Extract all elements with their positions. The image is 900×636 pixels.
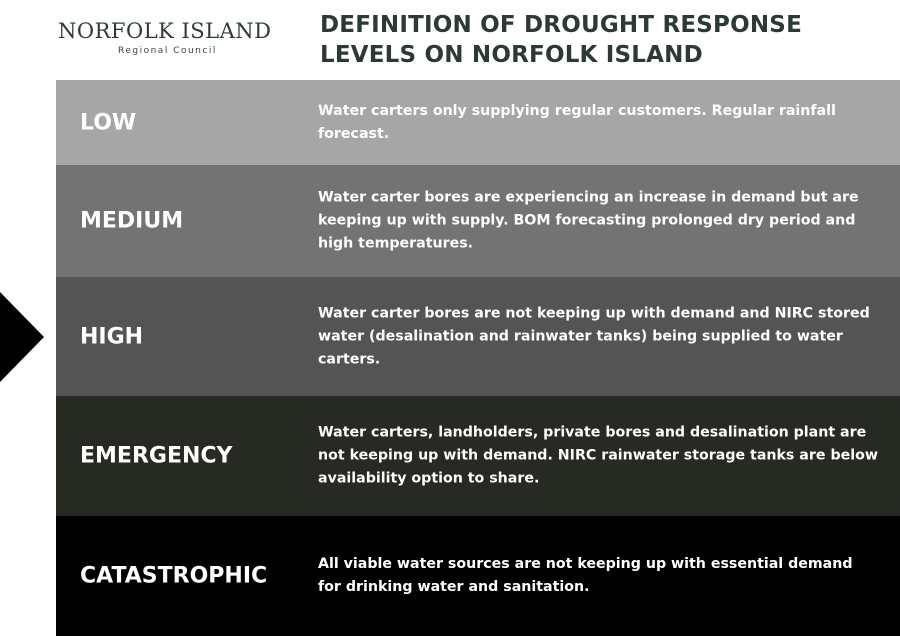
level-description: Water carters only supplying regular customers. Regular rainfall forecast. bbox=[318, 102, 836, 142]
council-logo bbox=[58, 18, 278, 57]
level-row-high bbox=[56, 277, 900, 396]
arrow-right-icon bbox=[0, 292, 44, 382]
level-row-emergency bbox=[56, 396, 900, 516]
page-title: DEFINITION OF DROUGHT RESPONSE LEVELS ON NORFOLK ISLAND bbox=[320, 12, 802, 68]
level-description: All viable water sources are not keeping up with essential demand for drinking water and sanitation. bbox=[318, 556, 853, 595]
level-name: HIGH bbox=[80, 324, 144, 349]
level-row-medium bbox=[56, 165, 900, 277]
logo-subtitle: Regional Council bbox=[118, 46, 217, 56]
header bbox=[0, 0, 900, 80]
level-row-low bbox=[56, 80, 900, 165]
level-name: EMERGENCY bbox=[80, 443, 233, 469]
level-name: MEDIUM bbox=[80, 208, 184, 234]
level-row-catastrophic bbox=[56, 516, 900, 636]
level-name: CATASTROPHIC bbox=[80, 563, 268, 589]
level-name: LOW bbox=[80, 110, 137, 135]
drought-levels-table bbox=[56, 80, 900, 636]
level-description: Water carter bores are not keeping up with demand and NIRC stored water (desalination and rainwater tanks) being supplied to water carters. bbox=[318, 305, 870, 367]
level-description: Water carters, landholders, private bores and desalination plant are not keeping up with demand. NIRC rainwater storage tanks are below availability option to share. bbox=[318, 424, 878, 487]
logo-name: NORFOLK ISLAND bbox=[58, 19, 272, 43]
level-description: Water carter bores are experiencing an increase in demand but are keeping up with supply. BOM forecasting prolonged dry period and high temperatures. bbox=[318, 189, 859, 252]
